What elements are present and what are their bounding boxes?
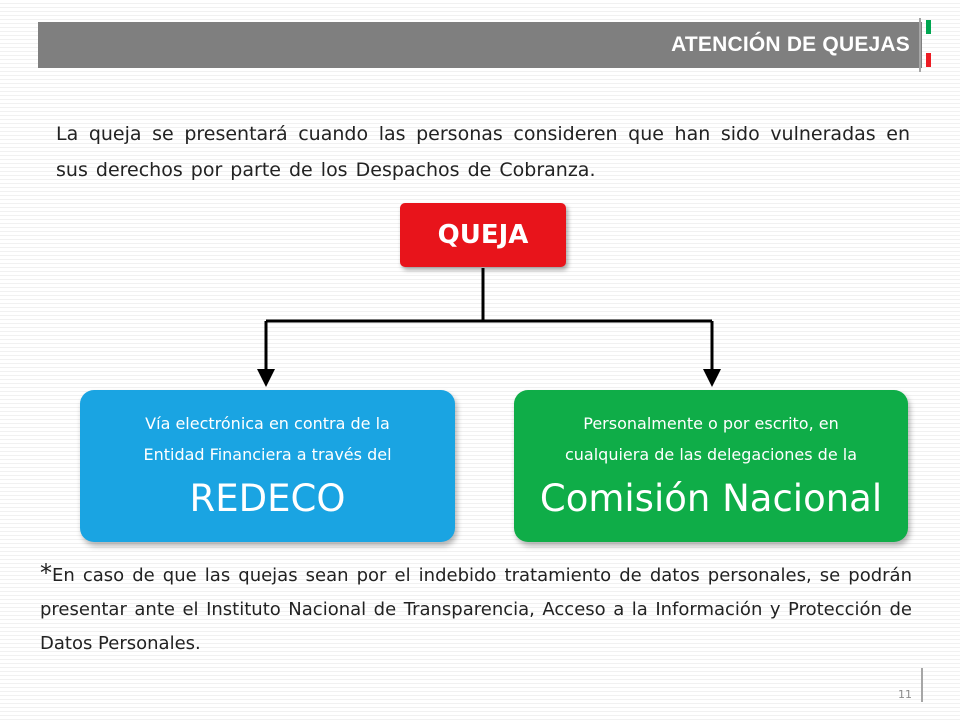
redeco-line-2: Entidad Financiera a través del bbox=[143, 445, 392, 464]
queja-node bbox=[400, 203, 566, 267]
comision-line-1: Personalmente o por escrito, en bbox=[583, 414, 839, 433]
redeco-line-1: Vía electrónica en contra de la bbox=[145, 414, 390, 433]
redeco-node bbox=[80, 390, 455, 542]
redeco-title: REDECO bbox=[189, 477, 346, 520]
footer-divider bbox=[921, 668, 923, 702]
slide-title: ATENCIÓN DE QUEJAS bbox=[671, 33, 910, 56]
comision-line-2: cualquiera de las delegaciones de la bbox=[564, 445, 858, 464]
comision-node bbox=[514, 390, 908, 542]
footnote-asterisk: * bbox=[40, 559, 52, 587]
page-number: 11 bbox=[898, 688, 912, 701]
queja-label: QUEJA bbox=[437, 220, 529, 250]
comision-title: Comisión Nacional bbox=[539, 477, 883, 520]
footnote-paragraph bbox=[40, 556, 912, 661]
intro-paragraph: La queja se presentará cuando las personas consideren que han sido vulneradas en sus derechos por parte de los Despachos de Cobranza. bbox=[56, 123, 910, 181]
footnote-text: En caso de que las quejas sean por el indebido tratamiento de datos personales, se podrán presentar ante el Instituto Nacional de Transparencia, Acceso a la Información y Protección de Datos Personales. bbox=[40, 565, 912, 654]
